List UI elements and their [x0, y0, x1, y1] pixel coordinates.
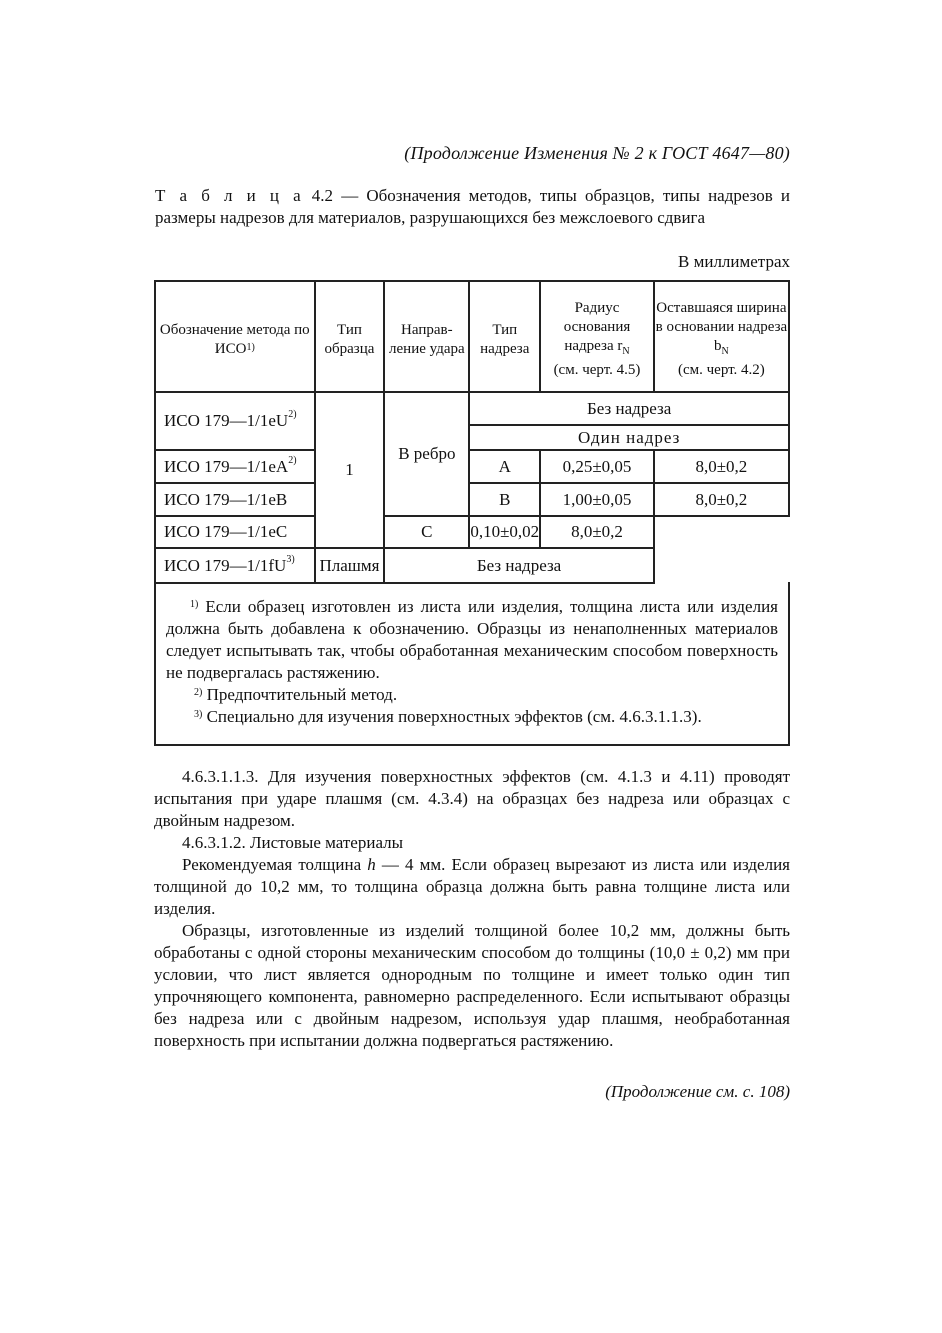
- method-cell: ИСО 179—1/1eB: [155, 483, 315, 516]
- methods-table: [154, 280, 790, 584]
- paragraph: 4.6.3.1.1.3. Для изучения поверхностных эффектов (см. 4.1.3 и 4.11) проводят испытания при ударе плашмя (см. 4.3.4) на образцах без надреза или образцах с двойным надрезом.: [154, 767, 790, 830]
- no-notch-flat-cell: Без надреза: [384, 548, 653, 583]
- note-2: $^{2)}$ Предпочтительный метод.: [194, 685, 398, 704]
- method-cell: ИСО 179—1/1eC: [155, 516, 315, 548]
- header-direction: Направ-ление удара: [384, 281, 469, 392]
- method-cell: ИСО $179—1/1eA^{2)}$: [155, 450, 315, 483]
- radius-cell: 0,10±0,02: [469, 516, 540, 548]
- table-row: [155, 392, 789, 425]
- flatwise-cell: Плашмя: [315, 548, 385, 583]
- note-3: $^{3)}$ Специально для изучения поверхностных эффектов (см. 4.6.3.1.1.3).: [194, 707, 702, 726]
- width-cell: 8,0±0,2: [540, 516, 654, 548]
- header-width: Оставшаяся ширина в основании надреза $b_N$ (см. черт. 4.2): [654, 281, 789, 392]
- units-label: В миллиметрах: [678, 252, 790, 271]
- radius-cell: 1,00±0,05: [540, 483, 654, 516]
- header-sample-type: Тип образца: [315, 281, 385, 392]
- sample-type-cell: 1: [315, 392, 385, 548]
- table-row: [155, 450, 789, 483]
- note-1: $^{1)}$ Если образец изготовлен из листа или изделия, толщина листа или изделия должна быть добавлена к обозначению. Образцы из ненаполненных материалов следует испытывать так, чтобы обработанная механическим способом поверхность не подвергалась растяжению.: [166, 597, 778, 682]
- radius-cell: 0,25±0,05: [540, 450, 654, 483]
- caption-lead: Т а б л и ц а: [155, 186, 304, 205]
- paragraph: Рекомендуемая толщина h — 4 мм. Если образец вырезают из листа или изделия толщиной до 10,2 мм, то толщина образца должна быть равна толщине листа или изделия.: [154, 855, 790, 918]
- caption-text: 4.2 — Обозначения методов, типы образцов, типы надрезов и размеры надрезов для материалов, разрушающихся без межслоевого сдвига: [155, 186, 790, 227]
- body-text: [154, 766, 790, 1052]
- table-row: [155, 516, 789, 548]
- width-cell: 8,0±0,2: [654, 450, 789, 483]
- table-notes: [154, 582, 790, 746]
- header-method: Обозначение метода по ИСО$^{1)}$: [155, 281, 315, 392]
- table-row: [155, 548, 789, 583]
- table-caption: [155, 185, 790, 229]
- edgewise-cell: В ребро: [384, 392, 469, 516]
- paragraph: Образцы, изготовленные из изделий толщиной более 10,2 мм, должны быть обработаны с одной стороны механическим способом до толщины (10,0 ± 0,2) мм при условии, что лист является однородным по толщине и имеет только один тип упрочняющего компонента, равномерно распределенного. Если испытывают образцы без надреза или с двойным надрезом, используя удар плашмя, необработанная поверхность при испытании должна подвергаться растяжению.: [154, 921, 790, 1050]
- notch-cell: A: [469, 450, 540, 483]
- page-header: (Продолжение Изменения № 2 к ГОСТ 4647—80): [404, 143, 790, 163]
- width-cell: 8,0±0,2: [654, 483, 789, 516]
- notch-cell: B: [469, 483, 540, 516]
- no-notch-cell: Без надреза: [469, 392, 789, 425]
- method-cell: ИСО $179—1/1eU^{2)}$: [155, 392, 315, 450]
- header-notch-type: Тип надреза: [469, 281, 540, 392]
- paragraph: 4.6.3.1.2. Листовые материалы: [182, 833, 404, 852]
- single-notch-cell: Один надрез: [469, 425, 789, 450]
- table-header-row: [155, 281, 789, 392]
- notch-cell: C: [384, 516, 469, 548]
- header-radius: Радиус основания надреза $r_N$ (см. черт. 4.5): [540, 281, 654, 392]
- table-row: [155, 483, 789, 516]
- method-cell: ИСО $179—1/1fU^{3)}$: [155, 548, 315, 583]
- page-footer: (Продолжение см. с. 108): [605, 1082, 790, 1101]
